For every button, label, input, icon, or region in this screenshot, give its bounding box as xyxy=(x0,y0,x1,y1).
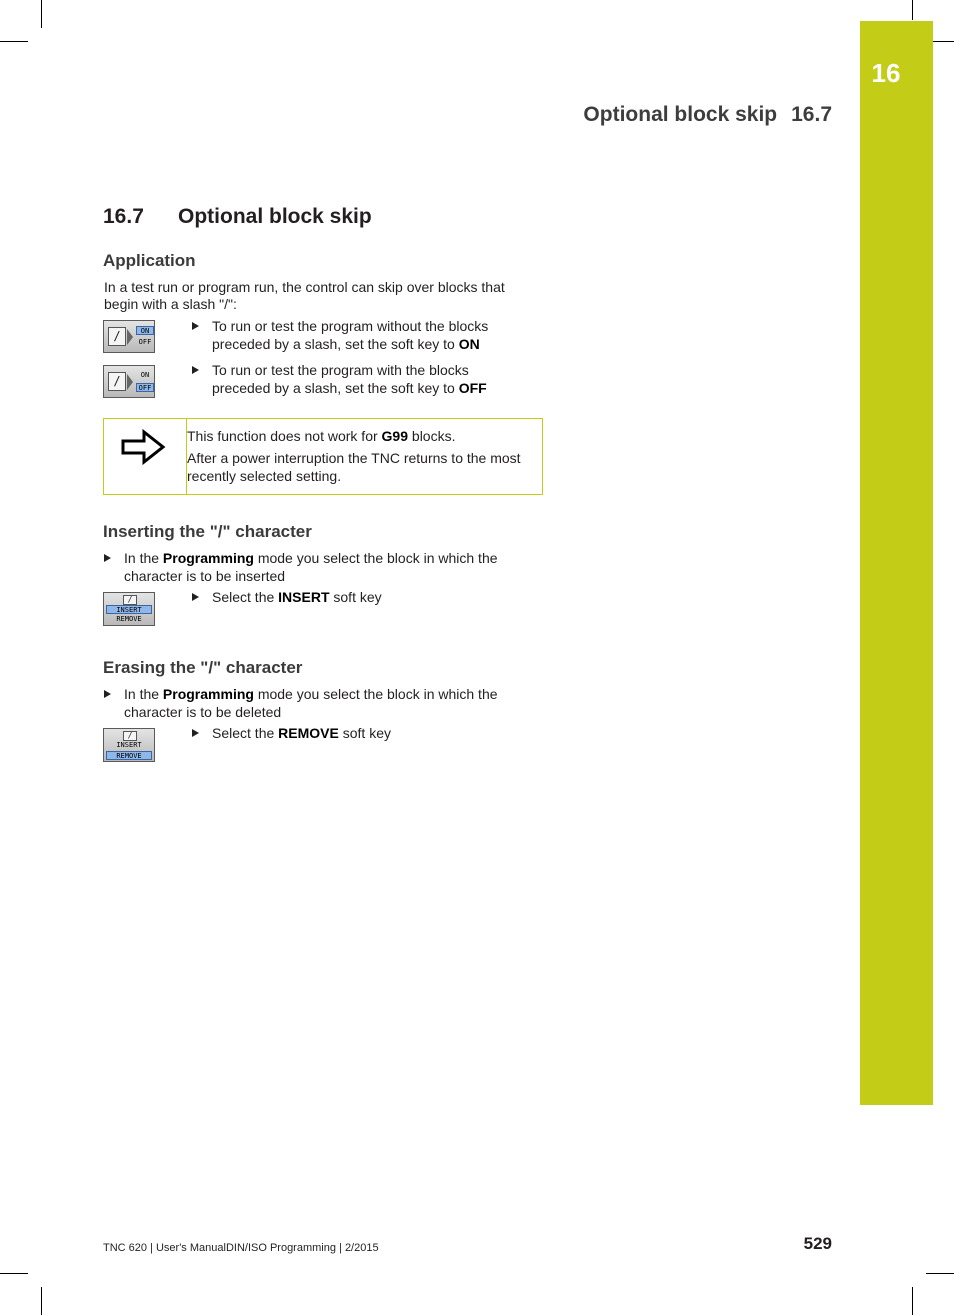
crop-mark xyxy=(0,41,28,42)
section-title: Optional block skip xyxy=(178,205,372,228)
crop-mark xyxy=(912,1287,913,1315)
application-intro: In a test run or program run, the control can skip over blocks that begin with a slash "/": xyxy=(104,279,505,312)
crop-mark xyxy=(912,0,913,20)
softkey-remove-label: REMOVE xyxy=(116,615,142,623)
note-arrow-icon xyxy=(120,429,168,465)
softkey-insert-label: INSERT xyxy=(106,605,152,614)
softkey-on-label: ON xyxy=(136,326,154,335)
section-heading xyxy=(103,205,372,229)
running-head-section: 16.7 xyxy=(791,103,832,126)
note-line-2: After a power interruption the TNC returns to the most recently selected setting. xyxy=(187,450,521,484)
erasing-heading: Erasing the "/" character xyxy=(103,658,303,677)
crop-mark xyxy=(41,0,42,28)
softkey-remove-label: REMOVE xyxy=(106,751,152,760)
section-number: 16.7 xyxy=(103,205,144,228)
crop-mark xyxy=(926,1273,954,1274)
arrow-right-icon xyxy=(127,329,133,345)
running-head-title: Optional block skip xyxy=(583,103,778,126)
bullet-triangle-icon xyxy=(192,593,199,601)
note-box xyxy=(103,418,543,495)
bullet-triangle-icon xyxy=(104,554,111,562)
bullet-triangle-icon xyxy=(192,322,199,330)
slash-icon: / xyxy=(123,595,137,605)
slash-icon: / xyxy=(108,327,126,346)
chapter-number: 16 xyxy=(871,58,901,88)
page-number: 529 xyxy=(803,1234,832,1253)
bullet-triangle-icon xyxy=(192,366,199,374)
softkey-skip-on[interactable] xyxy=(103,320,155,353)
bullet-triangle-icon xyxy=(192,729,199,737)
arrow-right-icon xyxy=(127,374,133,390)
note-text xyxy=(187,427,527,489)
application-heading: Application xyxy=(103,251,196,270)
crop-mark xyxy=(0,1273,28,1274)
chapter-tab xyxy=(860,21,933,1105)
softkey-insert-label: INSERT xyxy=(116,741,142,749)
softkey-insert[interactable] xyxy=(103,592,155,626)
footer-text: TNC 620 | User's ManualDIN/ISO Programming | 2/2015 xyxy=(103,1242,379,1254)
softkey-remove[interactable] xyxy=(103,728,155,762)
slash-icon: / xyxy=(123,731,137,741)
softkey-off-label: OFF xyxy=(138,338,152,346)
note-line-1: This function does not work for G99 blocks. xyxy=(187,428,456,444)
inserting-heading: Inserting the "/" character xyxy=(103,522,312,541)
crop-mark xyxy=(41,1287,42,1315)
softkey-off-label: OFF xyxy=(136,383,154,392)
bullet-triangle-icon xyxy=(104,690,111,698)
slash-icon: / xyxy=(108,372,126,391)
softkey-on-label: ON xyxy=(140,371,150,379)
running-head xyxy=(583,103,832,127)
softkey-skip-off[interactable] xyxy=(103,365,155,398)
